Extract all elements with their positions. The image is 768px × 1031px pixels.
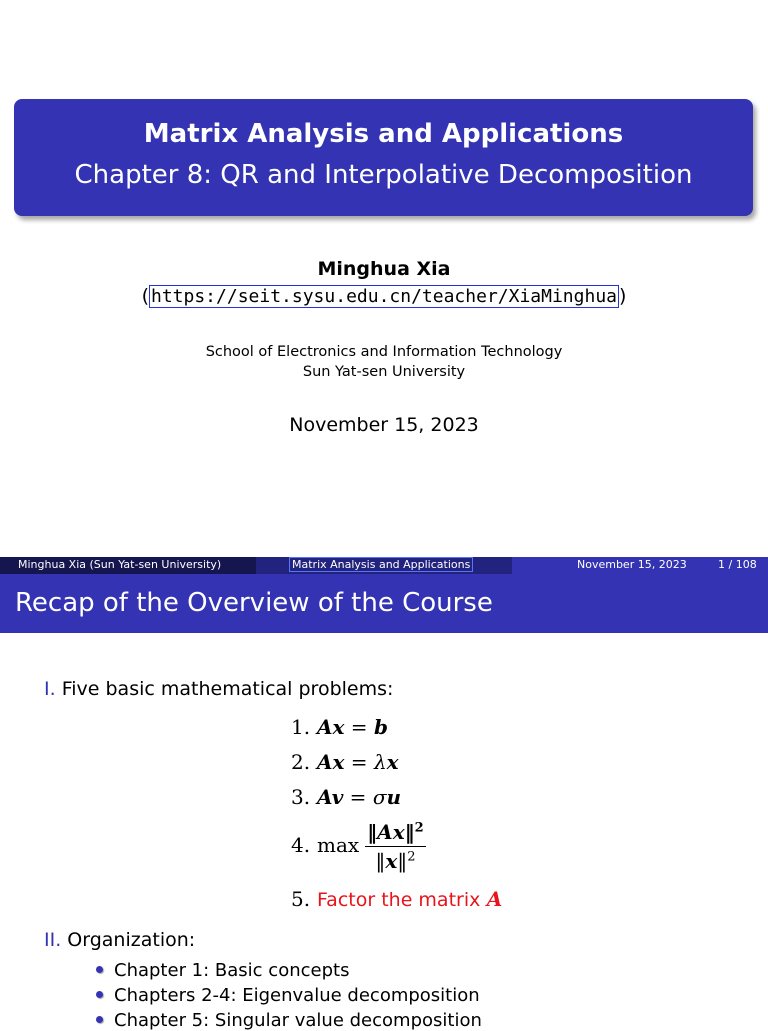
author-url-link[interactable]: https://seit.sysu.edu.cn/teacher/XiaMinghua — [151, 286, 617, 307]
slide-content — [0, 633, 768, 1031]
section-2-label: II. — [44, 929, 62, 951]
section-2-text: Organization: — [67, 929, 196, 951]
bullet-icon — [96, 991, 103, 998]
institution-university: Sun Yat-sen University — [302, 364, 466, 380]
presentation-date: November 15, 2023 — [289, 414, 479, 436]
problem-4 — [291, 820, 426, 873]
problem-5: 5. Factor the matrix A — [291, 887, 503, 911]
problem-3: 3. Av = σu — [291, 785, 402, 809]
bullet-icon — [96, 1016, 103, 1023]
problem-5-number: 5. — [291, 887, 311, 911]
problem-4-max: max — [317, 833, 360, 857]
presentation-title: Matrix Analysis and Applications — [143, 119, 624, 149]
list-item — [96, 1010, 482, 1031]
problem-1: 1. Ax = b — [291, 715, 388, 739]
problem-2-number: 2. — [291, 750, 311, 774]
problem-4-fraction: $\frac{‖Ax‖^2}{‖x‖^2}$ — [367, 820, 424, 873]
footer-author: Minghua Xia (Sun Yat-sen University) — [18, 558, 222, 571]
title-box — [14, 99, 753, 216]
slide-footer — [0, 557, 768, 574]
problem-4-number: 4. — [291, 833, 311, 857]
presentation-subtitle: Chapter 8: QR and Interpolative Decomposition — [74, 160, 693, 190]
footer-title-link[interactable]: Matrix Analysis and Applications — [289, 557, 473, 572]
problem-2: 2. Ax = λx — [291, 750, 399, 774]
list-item — [96, 985, 480, 1006]
frame-title: Recap of the Overview of the Course — [15, 588, 493, 618]
frame-title-bar — [0, 574, 768, 633]
author-name: Minghua Xia — [317, 258, 451, 280]
list-item-text: Chapter 1: Basic concepts — [114, 960, 350, 981]
problem-5-text: Factor the matrix — [317, 889, 481, 911]
footer-date: November 15, 2023 — [577, 558, 687, 571]
bullet-icon — [96, 966, 103, 973]
problem-1-number: 1. — [291, 715, 311, 739]
problem-3-number: 3. — [291, 785, 311, 809]
list-item — [96, 960, 349, 981]
author-url-line: ( https://seit.sysu.edu.cn/teacher/XiaMinghua ) — [141, 285, 627, 307]
institution-school: School of Electronics and Information Technology — [205, 344, 563, 360]
section-1-heading — [44, 678, 393, 700]
section-1-text: Five basic mathematical problems: — [61, 678, 394, 700]
footer-page-number: 1 / 108 — [718, 558, 757, 571]
section-1-label: I. — [44, 678, 56, 700]
list-item-text: Chapter 5: Singular value decomposition — [114, 1010, 482, 1031]
list-item-text: Chapters 2-4: Eigenvalue decomposition — [114, 985, 480, 1006]
section-2-heading — [44, 929, 195, 951]
